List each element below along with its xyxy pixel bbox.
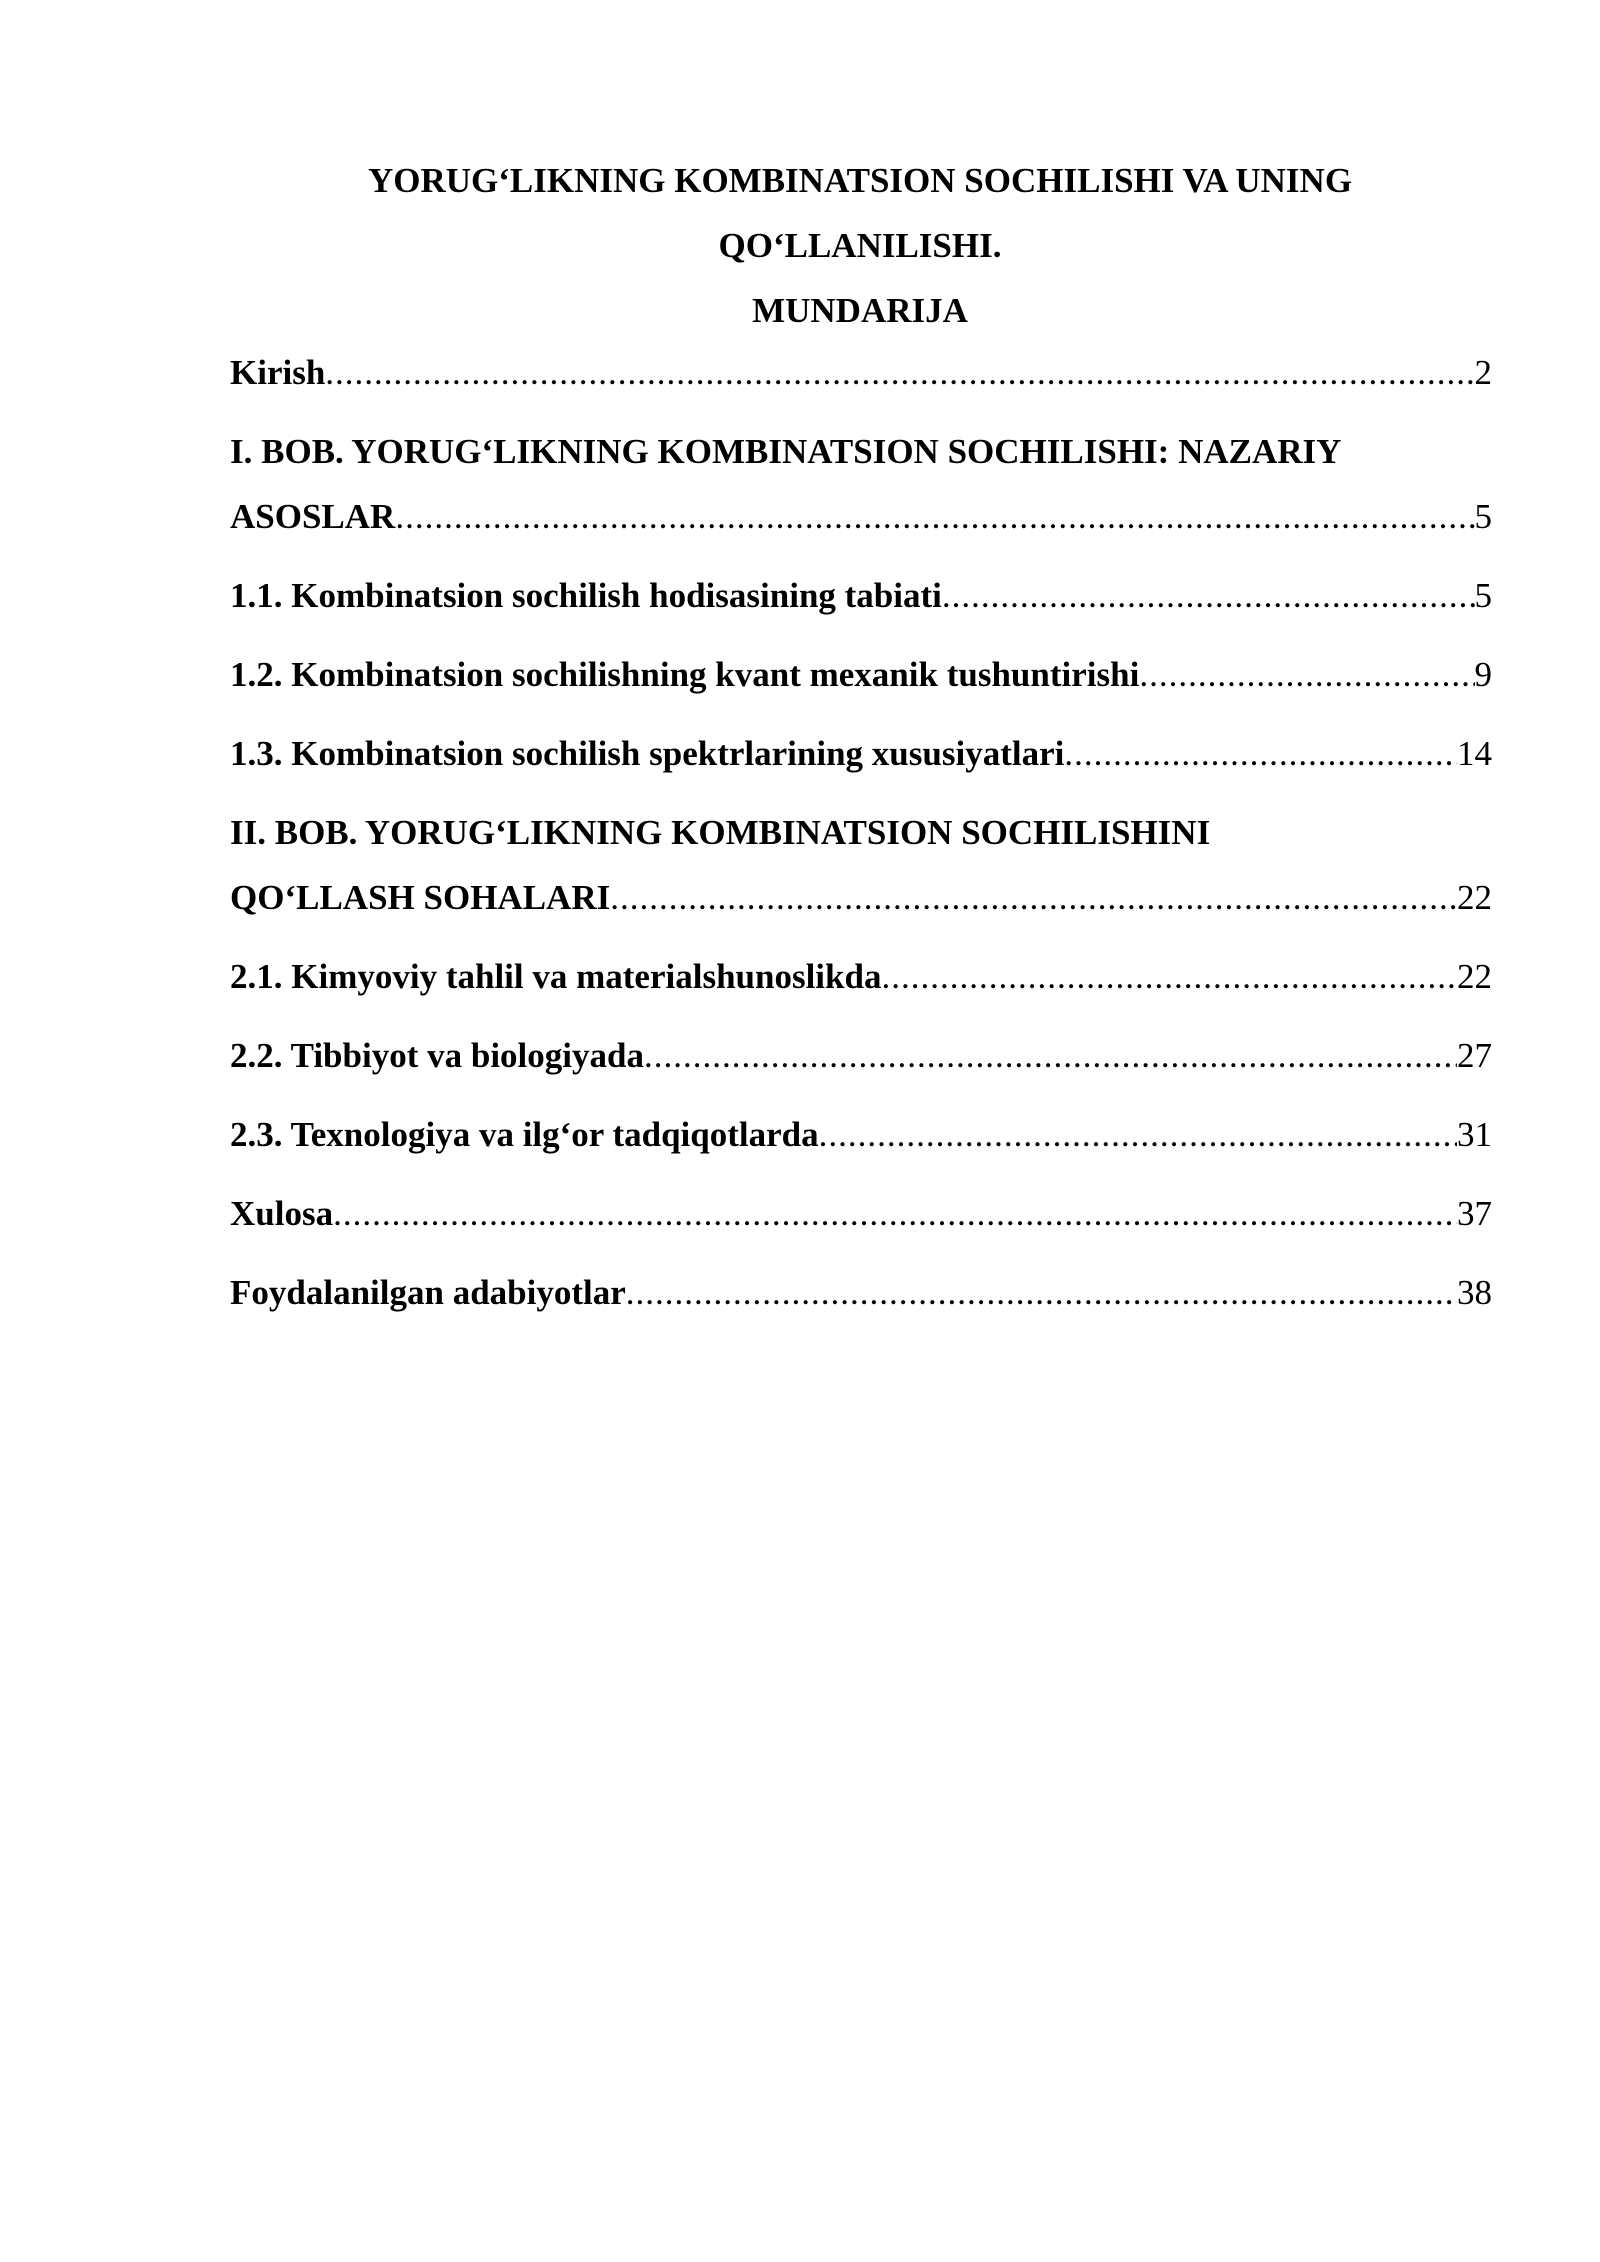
- toc-entry-label-line-2: ASOSLAR: [230, 497, 396, 536]
- toc-entry-chapter-2[interactable]: [230, 800, 1492, 930]
- toc-entry-section-1-2[interactable]: [230, 642, 1492, 707]
- toc-entry-section-1-3[interactable]: [230, 721, 1492, 786]
- toc-entry-xulosa[interactable]: [230, 1181, 1492, 1246]
- toc-entry-label-line-1: II. BOB. YORUG‘LIKNING KOMBINATSION SOCHILISHINI: [230, 813, 1211, 852]
- toc-entry-label: Xulosa: [230, 1194, 334, 1233]
- toc-entry-label-line-1: I. BOB. YORUG‘LIKNING KOMBINATSION SOCHILISHI: NAZARIY: [230, 432, 1342, 471]
- toc-entry-label: 2.1. Kimyoviy tahlil va materialshunoslikda: [230, 957, 882, 996]
- toc-page-number: 31: [1457, 1115, 1492, 1154]
- toc-entry-section-2-3[interactable]: [230, 1102, 1492, 1167]
- table-of-contents: [230, 340, 1492, 1339]
- toc-page-number: 37: [1457, 1194, 1492, 1233]
- toc-entry-label: Foydalanilgan adabiyotlar: [230, 1273, 626, 1312]
- toc-dot-leader: [395, 484, 1474, 549]
- toc-dot-leader: [819, 1102, 1457, 1167]
- contents-heading: MUNDARIJA: [752, 291, 968, 330]
- toc-entry-chapter-1[interactable]: [230, 419, 1492, 549]
- toc-entry-section-1-1[interactable]: [230, 563, 1492, 628]
- toc-entry-references[interactable]: [230, 1260, 1492, 1325]
- toc-dot-leader: [881, 944, 1457, 1009]
- title-line-1: YORUG‘LIKNING KOMBINATSION SOCHILISHI VA UNING: [367, 161, 1353, 200]
- toc-dot-leader: [610, 865, 1457, 930]
- toc-page-number: 38: [1457, 1273, 1492, 1312]
- toc-entry-label: 2.3. Texnologiya va ilg‘or tadqiqotlarda: [230, 1115, 819, 1154]
- toc-entry-label: 1.2. Kombinatsion sochilishning kvant mexanik tushuntirishi: [230, 655, 1140, 694]
- toc-page-number: 22: [1457, 878, 1492, 917]
- toc-page-number: 9: [1474, 655, 1492, 694]
- toc-entry-section-2-1[interactable]: [230, 944, 1492, 1009]
- toc-entry-kirish[interactable]: [230, 340, 1492, 405]
- toc-page-number: 5: [1474, 576, 1492, 615]
- toc-dot-leader: [644, 1023, 1457, 1088]
- toc-dot-leader: [333, 1181, 1457, 1246]
- toc-dot-leader: [626, 1260, 1457, 1325]
- title-line-2: QO‘LLANILISHI.: [718, 226, 1002, 265]
- toc-page-number: 22: [1457, 957, 1492, 996]
- toc-page-number: 27: [1457, 1036, 1492, 1075]
- toc-entry-label: Kirish: [230, 353, 326, 392]
- toc-page-number: 5: [1474, 497, 1492, 536]
- toc-dot-leader: [1064, 721, 1457, 786]
- toc-entry-label-line-2: QO‘LLASH SOHALARI: [230, 878, 611, 917]
- toc-page-number: 14: [1457, 734, 1492, 773]
- toc-dot-leader: [1139, 642, 1474, 707]
- toc-entry-label: 2.2. Tibbiyot va biologiyada: [230, 1036, 644, 1075]
- toc-entry-label: 1.3. Kombinatsion sochilish spektrlarining xususiyatlari: [230, 734, 1065, 773]
- toc-entry-label: 1.1. Kombinatsion sochilish hodisasining tabiati: [230, 576, 942, 615]
- toc-entry-section-2-2[interactable]: [230, 1023, 1492, 1088]
- toc-dot-leader: [325, 340, 1474, 405]
- toc-dot-leader: [942, 563, 1475, 628]
- document-title: [230, 148, 1490, 343]
- toc-page-number: 2: [1474, 353, 1492, 392]
